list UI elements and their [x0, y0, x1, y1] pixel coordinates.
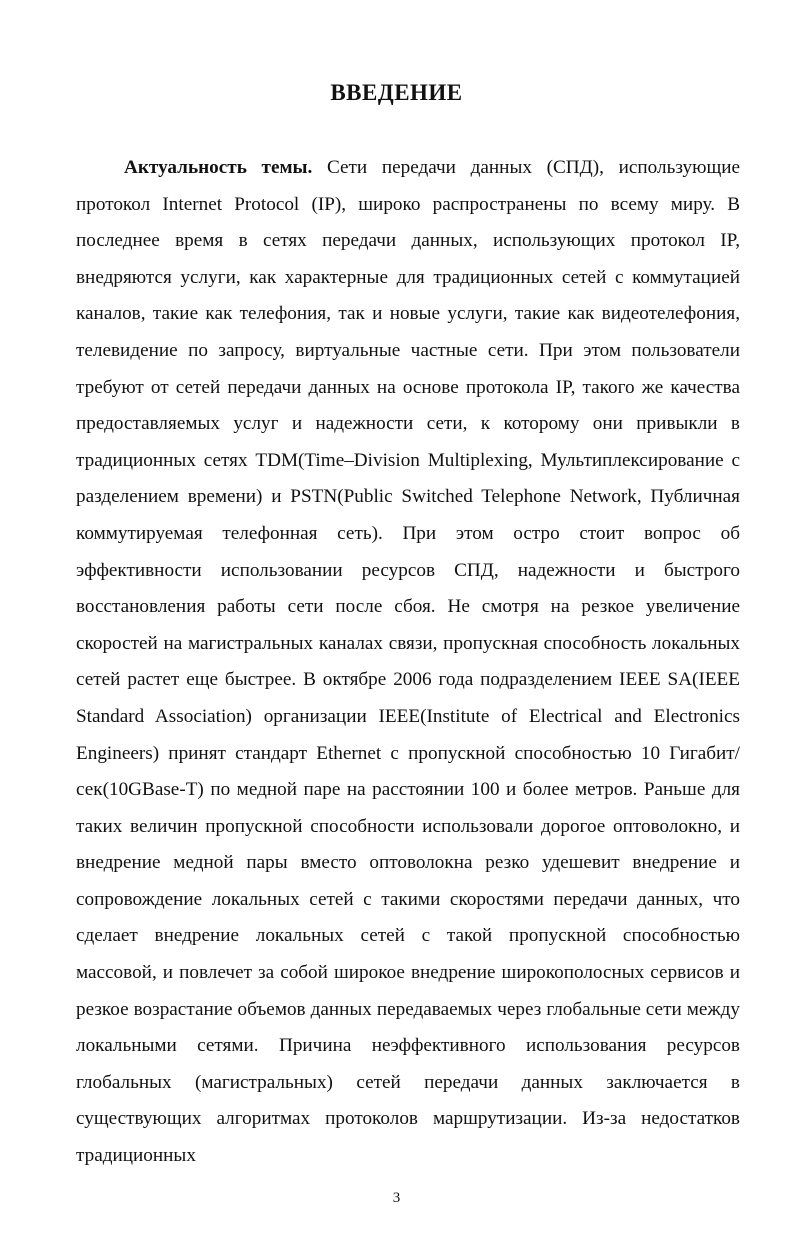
page-heading: ВВЕДЕНИЕ — [330, 80, 463, 105]
paragraph-text: Сети передачи данных (СПД), использующие протокол Internet Protocol (IP), широко распространены по всему миру. В последнее время в сетях передачи данных, использующих протокол IP, внедряются услуги, как характерные для традиционных сетей с коммутацией каналов, такие как телефония, так и новые услуги, такие как видеотелефония, телевидение по запросу, виртуальные частные сети. При этом пользователи требуют от сетей передачи данных на основе протокола IP, такого же качества предоставляемых услуг и надежности сети, к которому они привыкли в традиционных сетях TDM(Time–Division Multiplexing, Мультиплексирование с разделением времени) и PSTN(Public Switched Telephone Network, Публичная коммутируемая телефонная сеть). При этом остро стоит вопрос об эффективности использовании ресурсов СПД, надежности и быстрого восстановления работы сети после сбоя. Не смотря на резкое увеличение скоростей на магистральных каналах связи, пропускная способность локальных сетей растет еще быстрее. В октябре 2006 года подразделением IEEE SA(IEEE Standard Association) организации IEEE(Institute of Electrical and Electronics Engineers) принят стандарт Ethernet с пропускной способностью 10 Гигабит/сек(10GBase-T) по медной паре на расстоянии 100 и более метров. Раньше для таких величин пропускной способности использовали дорогое оптоволокно, и внедрение медной пары вместо оптоволокна резко удешевит внедрение и сопровождение локальных сетей с такими скоростями передачи данных, что сделает внедрение локальных сетей с такой пропускной способностью массовой, и повлечет за собой широкое внедрение широкополосных сервисов и резкое возрастание объемов данных передаваемых через глобальные сети между локальными сетями. Причина неэффективного использования ресурсов глобальных (магистральных) сетей передачи данных заключается в существующих алгоритмах протоколов маршрутизации. Из-за недостатков традиционных — [76, 157, 741, 1167]
body-paragraph — [76, 150, 740, 1175]
page-number: 3 — [392, 1190, 401, 1206]
lead-phrase: Актуальность темы. — [124, 157, 313, 178]
